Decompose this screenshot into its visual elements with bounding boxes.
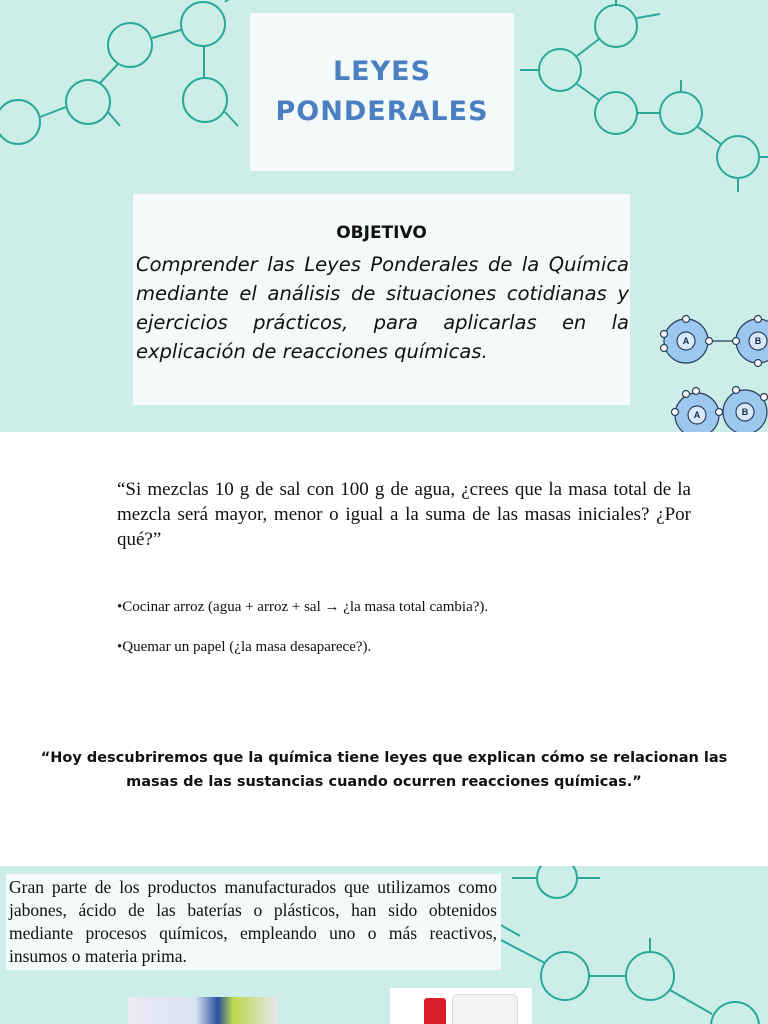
- bottles-photo: [390, 988, 532, 1024]
- slide-products: [0, 866, 768, 1024]
- title-line-2: PONDERALES: [275, 96, 489, 127]
- page-title: [276, 52, 489, 132]
- atom-label: B: [741, 407, 749, 417]
- products-card: [6, 874, 501, 970]
- red-bottle-icon: [424, 998, 446, 1024]
- slide-intro: [0, 0, 768, 432]
- atom-label: B: [754, 336, 762, 346]
- question-text: “Si mezclas 10 g de sal con 100 g de agua, ¿crees que la masa total de la mezcla será mayor, menor o igual a la suma de las masas iniciales? ¿Por qué?”: [117, 479, 691, 550]
- intro-quote: “Hoy descubriremos que la química tiene leyes que explican cómo se relacionan las masas de las sustancias cuando ocurren reacciones químicas.”: [40, 750, 728, 790]
- bullet-rice: •Cocinar arroz (agua + arroz + sal → ¿la masa total cambia?).: [117, 599, 489, 615]
- atom-label: A: [682, 336, 690, 346]
- title-line-1: LEYES: [332, 56, 432, 87]
- jug-icon: [452, 994, 518, 1024]
- objective-heading: OBJETIVO: [336, 223, 427, 243]
- products-photo: [128, 997, 278, 1024]
- atoms-icon: [656, 300, 768, 432]
- objective-card: [133, 194, 630, 405]
- bullet-paper: •Quemar un papel (¿la masa desaparece?).: [117, 639, 372, 655]
- atom-label: A: [693, 410, 701, 420]
- title-card: [250, 13, 514, 171]
- products-text: Gran parte de los productos manufacturados que utilizamos como jabones, ácido de las baterías o plásticos, han sido obtenidos mediante procesos químicos, empleando uno o más reactivos, insumos o materia prima.: [9, 877, 497, 966]
- objective-text: Comprender las Leyes Ponderales de la Química mediante el análisis de situaciones cotidianas y ejercicios prácticos, para aplicarlas en la explicación de reacciones químicas.: [136, 253, 629, 363]
